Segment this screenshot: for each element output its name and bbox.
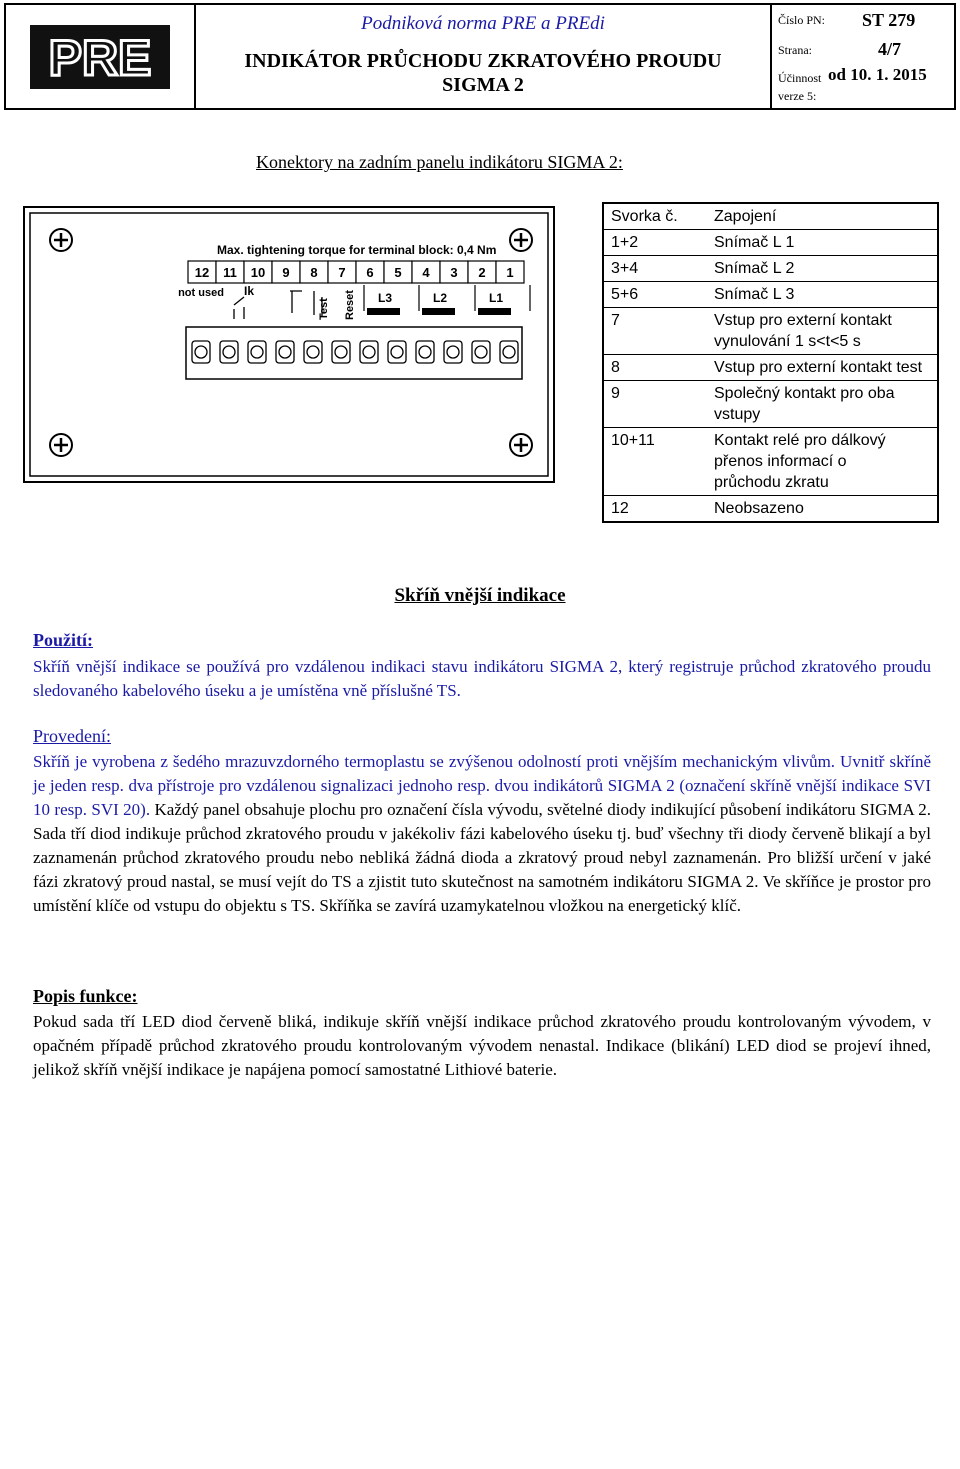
- effect-date: od 10. 1. 2015: [828, 65, 927, 84]
- terminal-cell: 9: [603, 381, 707, 428]
- device-rear-panel-drawing: [22, 205, 557, 485]
- terminal-screw-head: [391, 346, 403, 358]
- table-row: [603, 381, 938, 428]
- terminal-number: 1: [506, 265, 514, 280]
- terminal-cell: 1+2: [603, 230, 707, 256]
- version-label: verze 5:: [778, 89, 817, 103]
- not-used-label: not used: [178, 287, 224, 299]
- column-header-connection: Zapojení: [707, 203, 938, 230]
- connectors-heading: Konektory na zadním panelu indikátoru SIGMA 2:: [256, 152, 623, 172]
- l1-label: L1: [489, 291, 504, 305]
- connection-cell: Snímač L 1: [707, 230, 938, 256]
- column-header-terminal: Svorka č.: [603, 203, 707, 230]
- terminal-screw-head: [279, 346, 291, 358]
- connection-cell: Snímač L 3: [707, 282, 938, 308]
- terminal-screw-head: [335, 346, 347, 358]
- terminal-screw-head: [447, 346, 459, 358]
- effect-label: Účinnost: [778, 71, 822, 85]
- table-row: [603, 428, 938, 496]
- terminal-number: 8: [310, 265, 318, 280]
- connection-cell: Společný kontakt pro oba vstupy: [707, 381, 938, 428]
- terminal-screw-head: [419, 346, 431, 358]
- norm-label: Podniková norma PRE a PREdi: [361, 13, 605, 34]
- l2-label: L2: [433, 291, 448, 305]
- pn-label: Číslo PN:: [778, 13, 826, 27]
- page-number: 4/7: [878, 39, 902, 59]
- terminal-number: 4: [422, 265, 430, 280]
- terminal-screw-head: [363, 346, 375, 358]
- reset-label: Reset: [344, 290, 356, 320]
- usage-heading: Použití:: [33, 630, 93, 650]
- design-text-blue: Skříň je vyrobena z šedého mrazuvzdorného termoplastu se zvýšenou odolností proti vnějším mechanickým vlivům. Uvnitř skříně je jeden resp. dva přístroje pro vzdálenou signalizaci jednoho resp. dvou indikátorů SIGMA 2 (označení skříně vnější indikace SVI 10 resp. SVI 20).: [33, 752, 931, 819]
- terminal-number: 9: [282, 265, 290, 280]
- terminal-screw-head: [251, 346, 263, 358]
- terminal-screw-head: [223, 346, 235, 358]
- table-row: [603, 256, 938, 282]
- terminal-number: 12: [194, 265, 210, 280]
- table-row: [603, 496, 938, 523]
- terminal-number: 6: [366, 265, 374, 280]
- screw-icon: [510, 229, 532, 251]
- connection-cell: Kontakt relé pro dálkový přenos informací o průchodu zkratu: [707, 428, 938, 496]
- terminal-screw-head: [503, 346, 515, 358]
- terminal-screw-head: [195, 346, 207, 358]
- screw-icon: [50, 229, 72, 251]
- header-center: [196, 5, 772, 108]
- design-heading: Provedení:: [33, 726, 111, 746]
- enclosure-heading: Skříň vnější indikace: [394, 585, 566, 606]
- design-text-black: Každý panel obsahuje plochu pro označení čísla vývodu, světelné diody indikující působení indikátoru SIGMA 2. Sada tří diod indikuje průchod zkratového proudu v jakékoliv fázi kabelového úseku tj. buď všechny tři diody červeně blikají a byl zaznamenán průchod zkratového proudu nebo nebliká žádná dioda a zkratový proud nebyl zaznamenán. Pro bližší určení v jaké fázi zkratový proud nastal, se musí vejít do TS a zjistit tuto skutečnost na samotném indikátoru SIGMA 2. Ve skříňce je prostor pro umístění klíče od vstupu do objektu s TS. Skříňka se zavírá uzamykatelnou vložkou na energetický klíč.: [33, 800, 931, 915]
- terminal-number: 5: [394, 265, 402, 280]
- design-paragraph: [33, 750, 931, 918]
- terminal-number: 7: [338, 265, 346, 280]
- l3-label: L3: [378, 291, 393, 305]
- page-label: Strana:: [778, 43, 812, 57]
- document-title: [196, 49, 770, 97]
- title-line-1: INDIKÁTOR PRŮCHODU ZKRATOVÉHO PROUDU: [244, 50, 722, 72]
- terminal-number: 11: [223, 265, 237, 280]
- screw-icon: [50, 434, 72, 456]
- terminal-cell: 10+11: [603, 428, 707, 496]
- connection-cell: Vstup pro externí kontakt test: [707, 355, 938, 381]
- pre-logo-icon: [30, 25, 170, 89]
- pn-value: ST 279: [862, 10, 916, 30]
- terminal-number: 3: [450, 265, 458, 280]
- table-row: [603, 282, 938, 308]
- terminal-cell: 5+6: [603, 282, 707, 308]
- table-row: [603, 230, 938, 256]
- connection-cell: Snímač L 2: [707, 256, 938, 282]
- connector-table: [602, 202, 939, 523]
- function-paragraph: Pokud sada tří LED diod červeně bliká, indikuje skříň vnější indikace průchod zkratového proudu kontrolovaným vývodem, v opačném případě průchod zkratového proudu kontrolovaným vývodem nenastal. Indikace (blikání) LED diod se projeví ihned, jelikož skříň vnější indikace je napájena pomocí samostatné Lithiové baterie.: [33, 1012, 931, 1079]
- terminal-screw-head: [307, 346, 319, 358]
- terminal-cell: 8: [603, 355, 707, 381]
- company-logo: [6, 5, 196, 108]
- test-label: Test: [318, 298, 330, 320]
- terminal-number: 10: [250, 265, 266, 280]
- torque-label: Max. tightening torque for terminal block: 0,4 Nm: [217, 243, 497, 257]
- terminal-cell: 7: [603, 308, 707, 355]
- title-line-2: SIGMA 2: [442, 74, 524, 96]
- terminal-screw-head: [475, 346, 487, 358]
- terminal-number: 2: [478, 265, 486, 280]
- connection-cell: Vstup pro externí kontakt vynulování 1 s<t<5 s: [707, 308, 938, 355]
- terminal-number-strip: [188, 261, 524, 283]
- header-meta: [772, 5, 954, 108]
- table-header-row: [603, 203, 938, 230]
- logo-text: PRE: [48, 29, 152, 86]
- function-heading: Popis funkce:: [33, 986, 138, 1006]
- terminal-cell: 12: [603, 496, 707, 523]
- table-row: [603, 355, 938, 381]
- usage-paragraph: Skříň vnější indikace se používá pro vzdálenou indikaci stavu indikátoru SIGMA 2, který registruje průchod zkratového proudu sledovaného kabelového úseku a je umístěna vně příslušné TS.: [33, 657, 931, 700]
- document-header: [4, 3, 956, 110]
- connection-cell: Neobsazeno: [707, 496, 938, 523]
- ik-label: Ik: [244, 284, 255, 298]
- terminal-cell: 3+4: [603, 256, 707, 282]
- table-row: [603, 308, 938, 355]
- screw-icon: [510, 434, 532, 456]
